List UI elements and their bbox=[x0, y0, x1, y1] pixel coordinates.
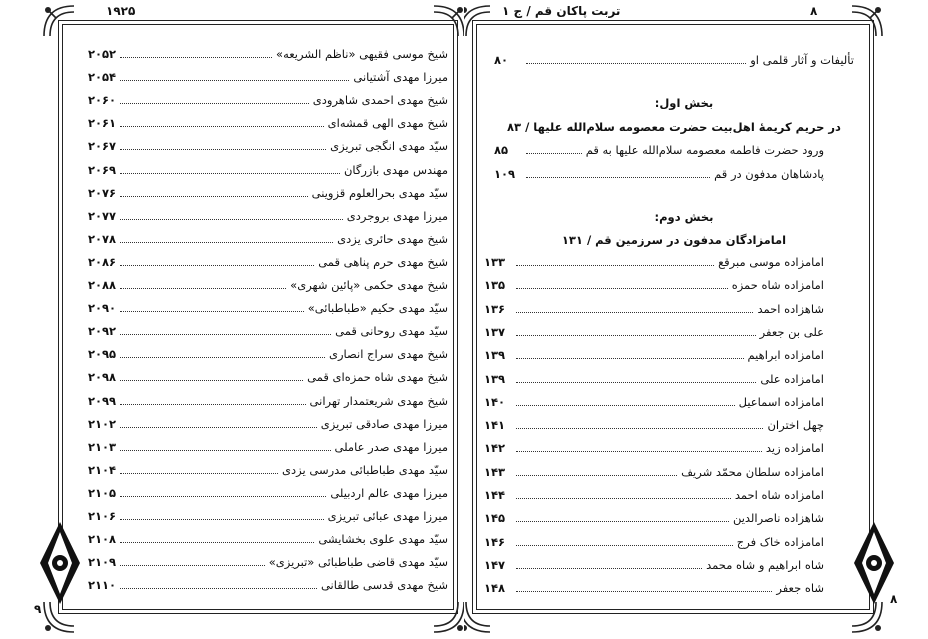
toc-entry bbox=[88, 482, 448, 504]
toc-entry bbox=[88, 205, 448, 227]
entry-title: شیخ مهدی شاه حمزه‌ای قمی bbox=[307, 370, 448, 385]
entry-title: امامزاده موسی مبرقع bbox=[718, 255, 824, 269]
toc-entry bbox=[88, 320, 448, 342]
entry-page: ۲۱۰۴ bbox=[88, 462, 117, 477]
entry-page: ۲۰۹۹ bbox=[88, 393, 117, 408]
leader-dots bbox=[516, 474, 677, 476]
leader-dots bbox=[120, 195, 308, 197]
toc-entry bbox=[88, 43, 448, 65]
leader-dots bbox=[516, 450, 762, 452]
entry-page: ۱۴۶ bbox=[484, 534, 506, 549]
corner-ornament-icon bbox=[464, 598, 494, 636]
entry-title: امامزاده علی bbox=[760, 371, 824, 386]
leader-dots bbox=[516, 357, 744, 359]
toc-entry bbox=[88, 89, 448, 111]
toc-entry bbox=[88, 505, 448, 527]
toc-entry bbox=[484, 298, 824, 320]
toc-entry bbox=[88, 459, 448, 481]
toc-entry bbox=[484, 484, 824, 506]
leader-dots bbox=[120, 449, 331, 451]
leader-dots bbox=[516, 567, 702, 569]
toc-entry bbox=[88, 366, 448, 388]
entry-title: امامزاده شاه حمزه bbox=[731, 278, 824, 293]
entry-page: ۱۴۸ bbox=[484, 581, 506, 596]
entry-title: میرزا مهدی آشتیانی bbox=[353, 70, 448, 85]
entry-page: ۲۱۰۳ bbox=[88, 439, 117, 454]
entry-page: ۱۳۷ bbox=[484, 324, 506, 339]
leader-dots bbox=[516, 404, 735, 406]
entry-page: ۲۰۶۷ bbox=[88, 139, 117, 154]
leader-dots bbox=[120, 564, 265, 566]
leader-dots bbox=[120, 125, 324, 127]
leader-dots bbox=[120, 287, 286, 289]
leader-dots bbox=[120, 241, 333, 243]
entry-title: شاهزاده احمد bbox=[757, 301, 824, 316]
toc-entry bbox=[484, 437, 824, 459]
leader-dots bbox=[516, 311, 753, 313]
leader-dots bbox=[526, 62, 746, 64]
entry-page: ۱۴۷ bbox=[484, 557, 506, 572]
entry-page: ۲۰۷۶ bbox=[88, 185, 117, 200]
entry-page: ۱۴۱ bbox=[484, 418, 506, 433]
leader-dots bbox=[120, 79, 349, 81]
medallion-ornament-icon bbox=[36, 520, 84, 606]
toc-entry bbox=[484, 391, 824, 413]
entry-title: شیخ مهدی قدسی طالقانی bbox=[320, 578, 448, 593]
entry-title: میرزا مهدی صدر عاملی bbox=[334, 439, 448, 454]
toc-entry bbox=[484, 577, 824, 599]
section-title: امامزادگان مدفون در سرزمین قم / ۱۳۱ bbox=[561, 233, 787, 247]
toc-entry bbox=[484, 251, 824, 273]
toc-entry bbox=[88, 436, 448, 458]
entry-page: ۸۰ bbox=[494, 53, 509, 67]
leader-dots bbox=[120, 518, 324, 520]
toc-entry bbox=[88, 390, 448, 412]
entry-page: ۲۱۰۸ bbox=[88, 532, 117, 547]
entry-title: امامزاده ابراهیم bbox=[747, 348, 824, 363]
entry-title: شیخ موسی فقیهی «ناظم الشریعه» bbox=[276, 47, 448, 61]
leader-dots bbox=[120, 102, 309, 104]
entry-title: میرزا مهدی عبائی تبریزی bbox=[327, 509, 448, 523]
entry-title: شیخ مهدی احمدی شاهرودی bbox=[312, 93, 448, 108]
page-number: ۸ bbox=[890, 592, 898, 606]
entry-title: چهل اختران bbox=[767, 418, 824, 433]
entry-page: ۱۴۳ bbox=[484, 464, 506, 479]
right-page bbox=[464, 0, 928, 639]
entry-title: شیخ مهدی حائری یزدی bbox=[337, 231, 448, 246]
entry-page: ۱۳۵ bbox=[484, 278, 506, 293]
entry-title: شیخ مهدی الهی قمشه‌ای bbox=[327, 116, 448, 131]
entry-title: میرزا مهدی بروجردی bbox=[346, 208, 448, 223]
entry-page: ۲۰۷۸ bbox=[88, 231, 117, 246]
leader-dots bbox=[120, 379, 303, 381]
entry-page: ۱۴۵ bbox=[484, 511, 506, 526]
entry-title: مهندس مهدی بازرگان bbox=[343, 162, 448, 177]
toc-entry bbox=[88, 343, 448, 365]
toc-entry bbox=[484, 461, 824, 483]
entry-page: ۲۰۶۹ bbox=[88, 162, 117, 177]
toc-entry bbox=[88, 66, 448, 88]
toc-entry bbox=[88, 182, 448, 204]
entry-page: ۱۴۲ bbox=[484, 441, 506, 456]
leader-dots bbox=[516, 287, 728, 289]
toc-entry bbox=[88, 251, 448, 273]
leader-dots bbox=[526, 152, 582, 154]
entry-page: ۲۱۰۵ bbox=[88, 485, 117, 500]
entry-title: شیخ مهدی سراج انصاری bbox=[328, 347, 448, 362]
entry-page: ۲۱۱۰ bbox=[88, 578, 117, 593]
entry-page: ۱۴۰ bbox=[484, 394, 506, 409]
section-label: بخش اول: bbox=[654, 96, 714, 110]
toc-entry bbox=[494, 139, 824, 161]
running-header-number: ۱۹۲۵ bbox=[106, 4, 136, 18]
entry-page: ۲۰۸۶ bbox=[88, 254, 117, 269]
entry-page: ۸۵ bbox=[494, 143, 509, 157]
toc-entry bbox=[88, 528, 448, 550]
entry-title: شاه ابراهیم و شاه محمد bbox=[706, 557, 824, 572]
entry-page: ۲۰۹۸ bbox=[88, 370, 117, 385]
entry-title: سیّد مهدی روحانی قمی bbox=[335, 324, 448, 339]
leader-dots bbox=[120, 541, 314, 543]
entry-page: ۱۳۹ bbox=[484, 348, 506, 363]
entry-title: سیّد مهدی طباطبائی مدرسی یزدی bbox=[282, 462, 448, 477]
entry-page: ۲۰۹۵ bbox=[88, 347, 117, 362]
entry-title: میرزا مهدی صادقی تبریزی bbox=[320, 416, 448, 431]
entry-page: ۲۱۰۶ bbox=[88, 509, 117, 523]
entry-title: شیخ مهدی حرم پناهی قمی bbox=[318, 254, 448, 269]
running-header-number: ۸ bbox=[810, 4, 818, 18]
section-title: در حریم کریمهٔ اهل‌بیت حضرت معصومه سلام‌الله علیها / ۸۳ bbox=[507, 120, 841, 134]
leader-dots bbox=[516, 590, 772, 592]
leader-dots bbox=[120, 218, 343, 220]
entry-page: ۲۰۵۲ bbox=[88, 47, 117, 61]
leader-dots bbox=[516, 544, 733, 546]
toc-entry bbox=[88, 551, 448, 573]
entry-title: سیّد مهدی علوی بخشایشی bbox=[318, 532, 448, 547]
leader-dots bbox=[120, 333, 331, 335]
entry-page: ۲۰۶۱ bbox=[88, 116, 117, 131]
leader-dots bbox=[120, 426, 317, 428]
corner-ornament-icon bbox=[430, 598, 464, 636]
leader-dots bbox=[120, 148, 326, 150]
entry-page: ۲۰۷۷ bbox=[88, 208, 117, 223]
toc-entry bbox=[88, 574, 448, 596]
entry-page: ۱۳۳ bbox=[484, 255, 506, 269]
leader-dots bbox=[120, 403, 306, 405]
entry-page: ۲۰۶۰ bbox=[88, 93, 117, 108]
leader-dots bbox=[120, 472, 278, 474]
entry-title: علی بن جعفر bbox=[759, 324, 824, 339]
toc-entry bbox=[484, 507, 824, 529]
toc-entry bbox=[484, 274, 824, 296]
corner-ornament-icon bbox=[464, 2, 494, 40]
toc-entry bbox=[484, 368, 824, 390]
toc-entry bbox=[88, 413, 448, 435]
leader-dots bbox=[516, 427, 763, 429]
toc-entry bbox=[484, 531, 824, 553]
entry-title: سیّد مهدی انگجی تبریزی bbox=[330, 139, 448, 154]
entry-page: ۲۰۹۲ bbox=[88, 324, 117, 339]
leader-dots bbox=[120, 56, 272, 58]
running-header-title: تربت پاکان قم / ج ۱ bbox=[502, 4, 621, 18]
entry-title: سیّد مهدی قاضی طباطبائی «تبریزی» bbox=[268, 555, 448, 570]
toc-entry bbox=[88, 159, 448, 181]
entry-title: سیّد مهدی حکیم «طباطبائی» bbox=[307, 301, 448, 316]
entry-title: ورود حضرت فاطمه معصومه سلام‌الله علیها به قم bbox=[585, 143, 824, 157]
entry-title: امامزاده خاک فرج bbox=[736, 534, 824, 549]
entry-title: امامزاده شاه احمد bbox=[734, 488, 824, 502]
entry-page: ۱۰۹ bbox=[494, 166, 516, 181]
toc-entry bbox=[484, 554, 824, 576]
entry-title: میرزا مهدی عالم اردبیلی bbox=[330, 485, 448, 500]
entry-page: ۱۴۴ bbox=[484, 488, 506, 502]
toc-entry bbox=[88, 135, 448, 157]
entry-title: شاهزاده ناصرالدین bbox=[732, 511, 824, 526]
leader-dots bbox=[516, 381, 756, 383]
entry-page: ۱۳۹ bbox=[484, 371, 506, 386]
toc-entry bbox=[484, 344, 824, 366]
entry-page: ۲۰۸۸ bbox=[88, 278, 117, 292]
entry-page: ۲۱۰۹ bbox=[88, 555, 117, 570]
toc-entry bbox=[484, 321, 824, 343]
leader-dots bbox=[120, 264, 314, 266]
corner-ornament-icon bbox=[40, 2, 78, 40]
toc-entry bbox=[88, 297, 448, 319]
toc-entry bbox=[494, 49, 854, 71]
toc-entry bbox=[494, 163, 824, 185]
toc-entry bbox=[88, 228, 448, 250]
leader-dots bbox=[526, 176, 710, 178]
entry-title: شیخ مهدی شریعتمدار تهرانی bbox=[309, 393, 448, 408]
entry-title: پادشاهان مدفون در قم bbox=[714, 166, 824, 181]
leader-dots bbox=[120, 172, 340, 174]
corner-ornament-icon bbox=[430, 2, 464, 40]
entry-title: تألیفات و آثار قلمی او bbox=[750, 53, 854, 67]
entry-page: ۲۱۰۲ bbox=[88, 416, 117, 431]
entry-title: شیخ مهدی حکمی «پائین شهری» bbox=[290, 278, 448, 292]
leader-dots bbox=[516, 497, 731, 499]
entry-page: ۲۰۵۴ bbox=[88, 70, 117, 85]
leader-dots bbox=[120, 587, 317, 589]
leader-dots bbox=[120, 356, 325, 358]
entry-page: ۱۳۶ bbox=[484, 301, 506, 316]
toc-entry bbox=[88, 274, 448, 296]
entry-title: امامزاده اسماعیل bbox=[738, 394, 824, 409]
corner-ornament-icon bbox=[848, 2, 886, 40]
entry-title: امامزاده سلطان محمّد شریف bbox=[681, 464, 824, 479]
toc-entry bbox=[484, 414, 824, 436]
entry-title: سیّد مهدی بحرالعلوم قزوینی bbox=[311, 185, 448, 200]
leader-dots bbox=[516, 334, 756, 336]
leader-dots bbox=[120, 495, 326, 497]
leader-dots bbox=[120, 310, 304, 312]
page-number: ۹ bbox=[34, 602, 42, 616]
entry-title: شاه جعفر bbox=[776, 581, 824, 596]
leader-dots bbox=[516, 520, 729, 522]
toc-entry bbox=[88, 112, 448, 134]
entry-page: ۲۰۹۰ bbox=[88, 301, 117, 316]
leader-dots bbox=[516, 264, 714, 266]
section-label: بخش دوم: bbox=[654, 210, 714, 224]
entry-title: امامزاده زید bbox=[765, 441, 824, 456]
